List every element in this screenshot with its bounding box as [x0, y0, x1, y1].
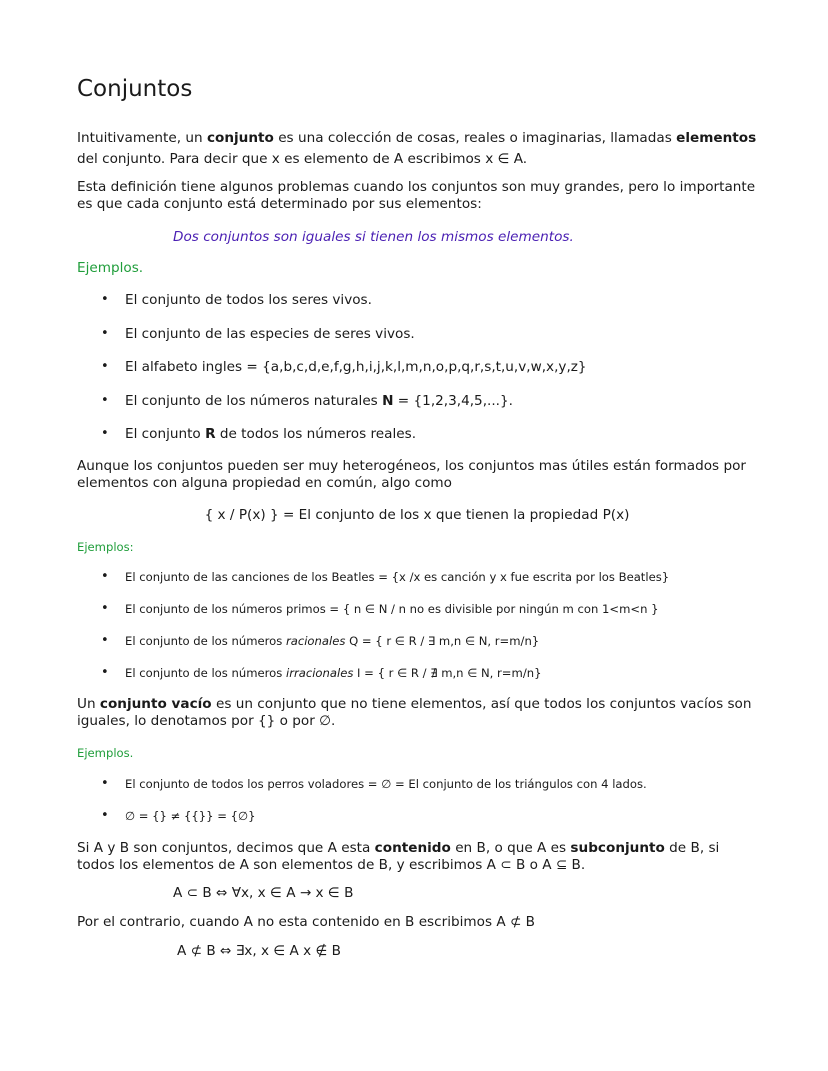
subset-paragraph [77, 840, 757, 874]
list-item-text: I = { r ∈ R / ∄ m,n ∈ N, r=m/n} [353, 666, 542, 680]
list-item-text: El conjunto de las especies de seres vivos. [125, 325, 415, 342]
list-item-text: El conjunto [125, 426, 206, 442]
list-item-text: El conjunto de los números [125, 666, 286, 680]
list-item-text: de todos los números reales. [215, 426, 417, 442]
list-item [77, 774, 757, 806]
list-item [77, 567, 757, 599]
examples-list-2 [77, 567, 757, 695]
naturals-symbol: N [382, 392, 394, 409]
list-item-text: El conjunto de los números primos = { n ∈ N / n no es divisible por ningún m con 1<m<n } [125, 602, 659, 616]
subset-text-2: en B, o que A es [450, 840, 571, 856]
bullet-icon: • [101, 426, 109, 441]
list-item-text: El conjunto de los números naturales [125, 392, 383, 409]
bullet-icon: • [101, 601, 109, 616]
list-item [77, 663, 757, 695]
intro-text-2: es una colección de cosas, reales o imaginarias, llamadas [273, 130, 677, 146]
bullet-icon: • [101, 359, 109, 374]
list-item-text: El conjunto de los números [125, 634, 286, 648]
property-formula: { x / P(x) } = El conjunto de los x que tienen la propiedad P(x) [204, 507, 630, 523]
examples-label-2: Ejemplos: [77, 540, 134, 554]
list-item [77, 806, 757, 838]
empty-text-2: es un conjunto que no tiene elementos, así que todos los conjuntos vacíos son iguales, lo denotamos por {} o por ∅. [77, 696, 752, 729]
definition-problem-paragraph: Esta definición tiene algunos problemas cuando los conjuntos son muy grandes, pero lo importante es que cada conjunto está determinado por sus elementos: [77, 179, 756, 212]
term-irracionales: irracionales [285, 666, 354, 680]
list-item-text: El conjunto de todos los seres vivos. [125, 292, 372, 308]
subset-formula: A ⊂ B ⇔ ∀x, x ∈ A → x ∈ B [173, 885, 354, 901]
bullet-icon: • [101, 776, 109, 791]
examples-list-3 [77, 774, 757, 838]
examples-list-1 [77, 290, 757, 458]
intro-text-1: Intuitivamente, un [77, 130, 207, 146]
bullet-icon: • [101, 325, 109, 341]
list-item [77, 357, 757, 391]
list-item [77, 324, 757, 358]
empty-set-paragraph [77, 696, 757, 730]
term-contenido: contenido [374, 840, 451, 856]
intro-paragraph [77, 128, 757, 170]
list-item-text: El conjunto de las canciones de los Beatles = {x /x es canción y x fue escrita por los Beatles} [125, 570, 670, 584]
page-title: Conjuntos [77, 76, 193, 102]
reals-symbol: R [205, 426, 216, 442]
bullet-icon: • [101, 808, 109, 823]
term-conjunto: conjunto [206, 130, 274, 146]
list-item [77, 391, 757, 425]
list-item-text: ∅ = {} ≠ {{}} = {∅} [125, 809, 256, 823]
list-item [77, 290, 757, 324]
term-subconjunto: subconjunto [570, 840, 665, 856]
empty-text-1: Un [77, 696, 100, 712]
equality-principle: Dos conjuntos son iguales si tienen los mismos elementos. [173, 229, 574, 245]
term-conjunto-vacio: conjunto vacío [99, 696, 212, 712]
examples-label-3: Ejemplos. [77, 746, 134, 760]
examples-label-1: Ejemplos. [77, 260, 144, 276]
not-subset-formula: A ⊄ B ⇔ ∃x, x ∈ A x ∉ B [177, 943, 341, 959]
subset-text-1: Si A y B son conjuntos, decimos que A esta [77, 840, 375, 856]
term-racionales: racionales [285, 634, 346, 648]
intro-text-3: del conjunto. Para decir que x es elemento de A escribimos x ∈ A. [77, 151, 528, 167]
bullet-icon: • [101, 292, 109, 307]
bullet-icon: • [101, 569, 109, 584]
term-elementos: elementos [676, 130, 757, 146]
subset-text-3: de B, si todos los elementos de A son elementos de B, y escribimos A ⊂ B o A ⊆ B. [77, 840, 720, 873]
list-item-text: El conjunto de todos los perros voladores = ∅ = El conjunto de los triángulos con 4 lados. [125, 777, 647, 791]
list-item-text: El alfabeto ingles = {a,b,c,d,e,f,g,h,i,j,k,l,m,n,o,p,q,r,s,t,u,v,w,x,y,z} [125, 359, 587, 375]
not-subset-paragraph: Por el contrario, cuando A no esta contenido en B escribimos A ⊄ B [77, 914, 535, 930]
list-item [77, 424, 757, 458]
heterogeneous-paragraph: Aunque los conjuntos pueden ser muy heterogéneos, los conjuntos mas útiles están formados por elementos con alguna propiedad en común, algo como [77, 458, 746, 491]
list-item [77, 631, 757, 663]
list-item [77, 599, 757, 631]
bullet-icon: • [101, 392, 109, 408]
bullet-icon: • [101, 665, 109, 680]
list-item-text: Q = { r ∈ R / ∃ m,n ∈ N, r=m/n} [345, 634, 540, 648]
list-item-text: = {1,2,3,4,5,...}. [393, 392, 513, 409]
bullet-icon: • [101, 633, 109, 648]
